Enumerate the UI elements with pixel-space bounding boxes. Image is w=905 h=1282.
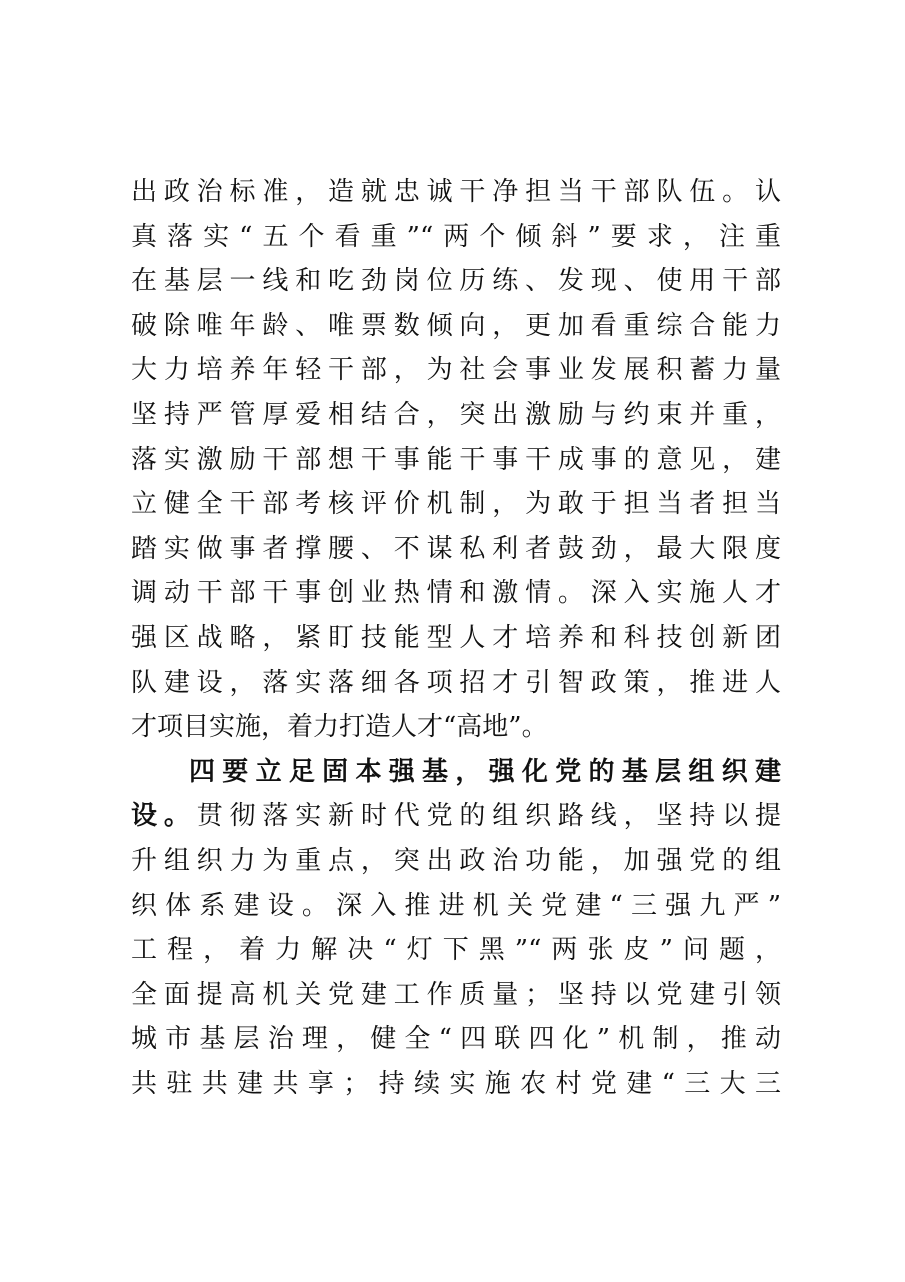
text-line: 强区战略，紧盯技能型人才培养和科技创新团 (131, 622, 781, 653)
section-heading-end: 设。 (131, 801, 197, 832)
text-line: 破除唯年龄、唯票数倾向，更加看重综合能力 (131, 310, 781, 341)
text-line-last: 才项目实施，着力打造人才“高地”。 (131, 712, 548, 743)
text-line: 真落实“五个看重”“两个倾斜”要求，注重 (131, 221, 781, 252)
text-line: 踏实做事者撑腰、不谋私利者鼓劲，最大限度 (131, 533, 781, 564)
section-heading-line: 四要立足固本强基，强化党的基层组织建 (189, 756, 781, 787)
text-line: 落实激励干部想干事能干事干成事的意见，建 (131, 444, 781, 475)
body-text (131, 170, 781, 1106)
text-line: 工程，着力解决“灯下黑”“两张皮”问题， (131, 935, 781, 966)
text-line: 坚持严管厚爱相结合，突出激励与约束并重， (131, 399, 781, 430)
text-line (131, 794, 781, 839)
text-line: 全面提高机关党建工作质量；坚持以党建引领 (131, 979, 781, 1010)
text-line: 立健全干部考核评价机制，为敢于担当者担当 (131, 489, 781, 520)
text-line-rest: 贯彻落实新时代党的组织路线，坚持以提 (196, 801, 781, 832)
text-line: 队建设，落实落细各项招才引智政策，推进人 (131, 667, 781, 698)
text-line: 升组织力为重点，突出政治功能，加强党的组 (131, 845, 781, 876)
text-line: 共驻共建共享；持续实施农村党建“三大三 (131, 1068, 781, 1099)
text-line: 大力培养年轻干部，为社会事业发展积蓄力量 (131, 355, 781, 386)
text-line: 在基层一线和吃劲岗位历练、发现、使用干部 (131, 266, 781, 297)
text-line: 织体系建设。深入推进机关党建“三强九严” (131, 890, 781, 921)
text-line: 出政治标准，造就忠诚干净担当干部队伍。认 (131, 177, 781, 207)
text-line: 城市基层治理，健全“四联四化”机制，推动 (131, 1024, 781, 1055)
text-line: 调动干部干事创业热情和激情。深入实施人才 (131, 578, 781, 609)
